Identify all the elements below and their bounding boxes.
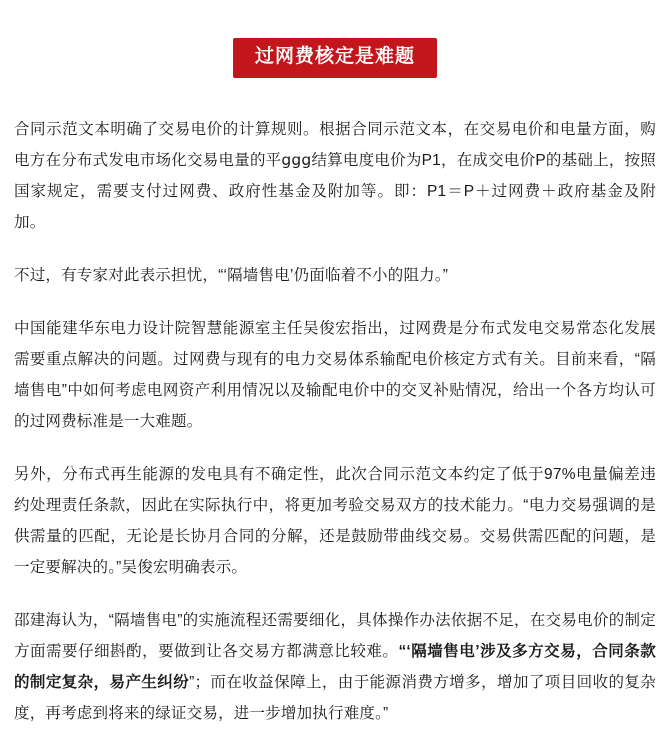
- paragraph-2: 不过，有专家对此表示担忧，“‘隔墙售电’仍面临着不小的阻力。”: [14, 266, 449, 284]
- paragraph-1: 合同示范文本明确了交易电价的计算规则。根据合同示范文本，在交易电价和电量方面，购电方在分布式发电市场化交易电量的平ցցց结算电度电价为P1，在成交电价P的基础上，按照国家规定，需要支付过网费、政府性基金及附加等。即：P1＝P＋过网费＋政府基金及附加。: [14, 120, 656, 231]
- paragraph-5-segment-1: 邵建海认为，“隔墙售电”的实施流程还需要细化，具体操作办法依据不足，在交易电价的制定方面需要仔细斟酌，要做到让各交易方都满意比较难。: [14, 611, 656, 660]
- title-container: [12, 0, 658, 114]
- paragraph-5: [14, 605, 656, 729]
- paragraph-5-segment-3: ”；而在收益保障上，由于能源消费方增多，增加了项目回收的复杂度，再考虑到将来的绿证交易，进一步增加执行难度。”: [14, 673, 656, 722]
- page-title: 过网费核定是难题: [233, 38, 437, 78]
- paragraph-4: 另外，分布式再生能源的发电具有不确定性，此次合同示范文本约定了低于97%电量偏差违约处理责任条款，因此在实际执行中，将更加考验交易双方的技术能力。“电力交易强调的是供需量的匹配，无论是长协月合同的分解，还是鼓励带曲线交易。交易供需匹配的问题，是一定要解决的。”吴俊宏明确表示。: [14, 465, 656, 576]
- paragraph-3: 中国能建华东电力设计院智慧能源室主任吴俊宏指出，过网费是分布式发电交易常态化发展需要重点解决的问题。过网费与现有的电力交易体系输配电价核定方式有关。目前来看，“隔墙售电”中如何考虑电网资产利用情况以及输配电价中的交叉补贴情况，给出一个各方均认可的过网费标准是一大难题。: [14, 319, 656, 430]
- article-body: [12, 114, 658, 729]
- paragraph-5-segment-bold: “‘隔墙售电’涉及多方交易，合同条款的制定复杂，易产生纠纷: [14, 642, 656, 691]
